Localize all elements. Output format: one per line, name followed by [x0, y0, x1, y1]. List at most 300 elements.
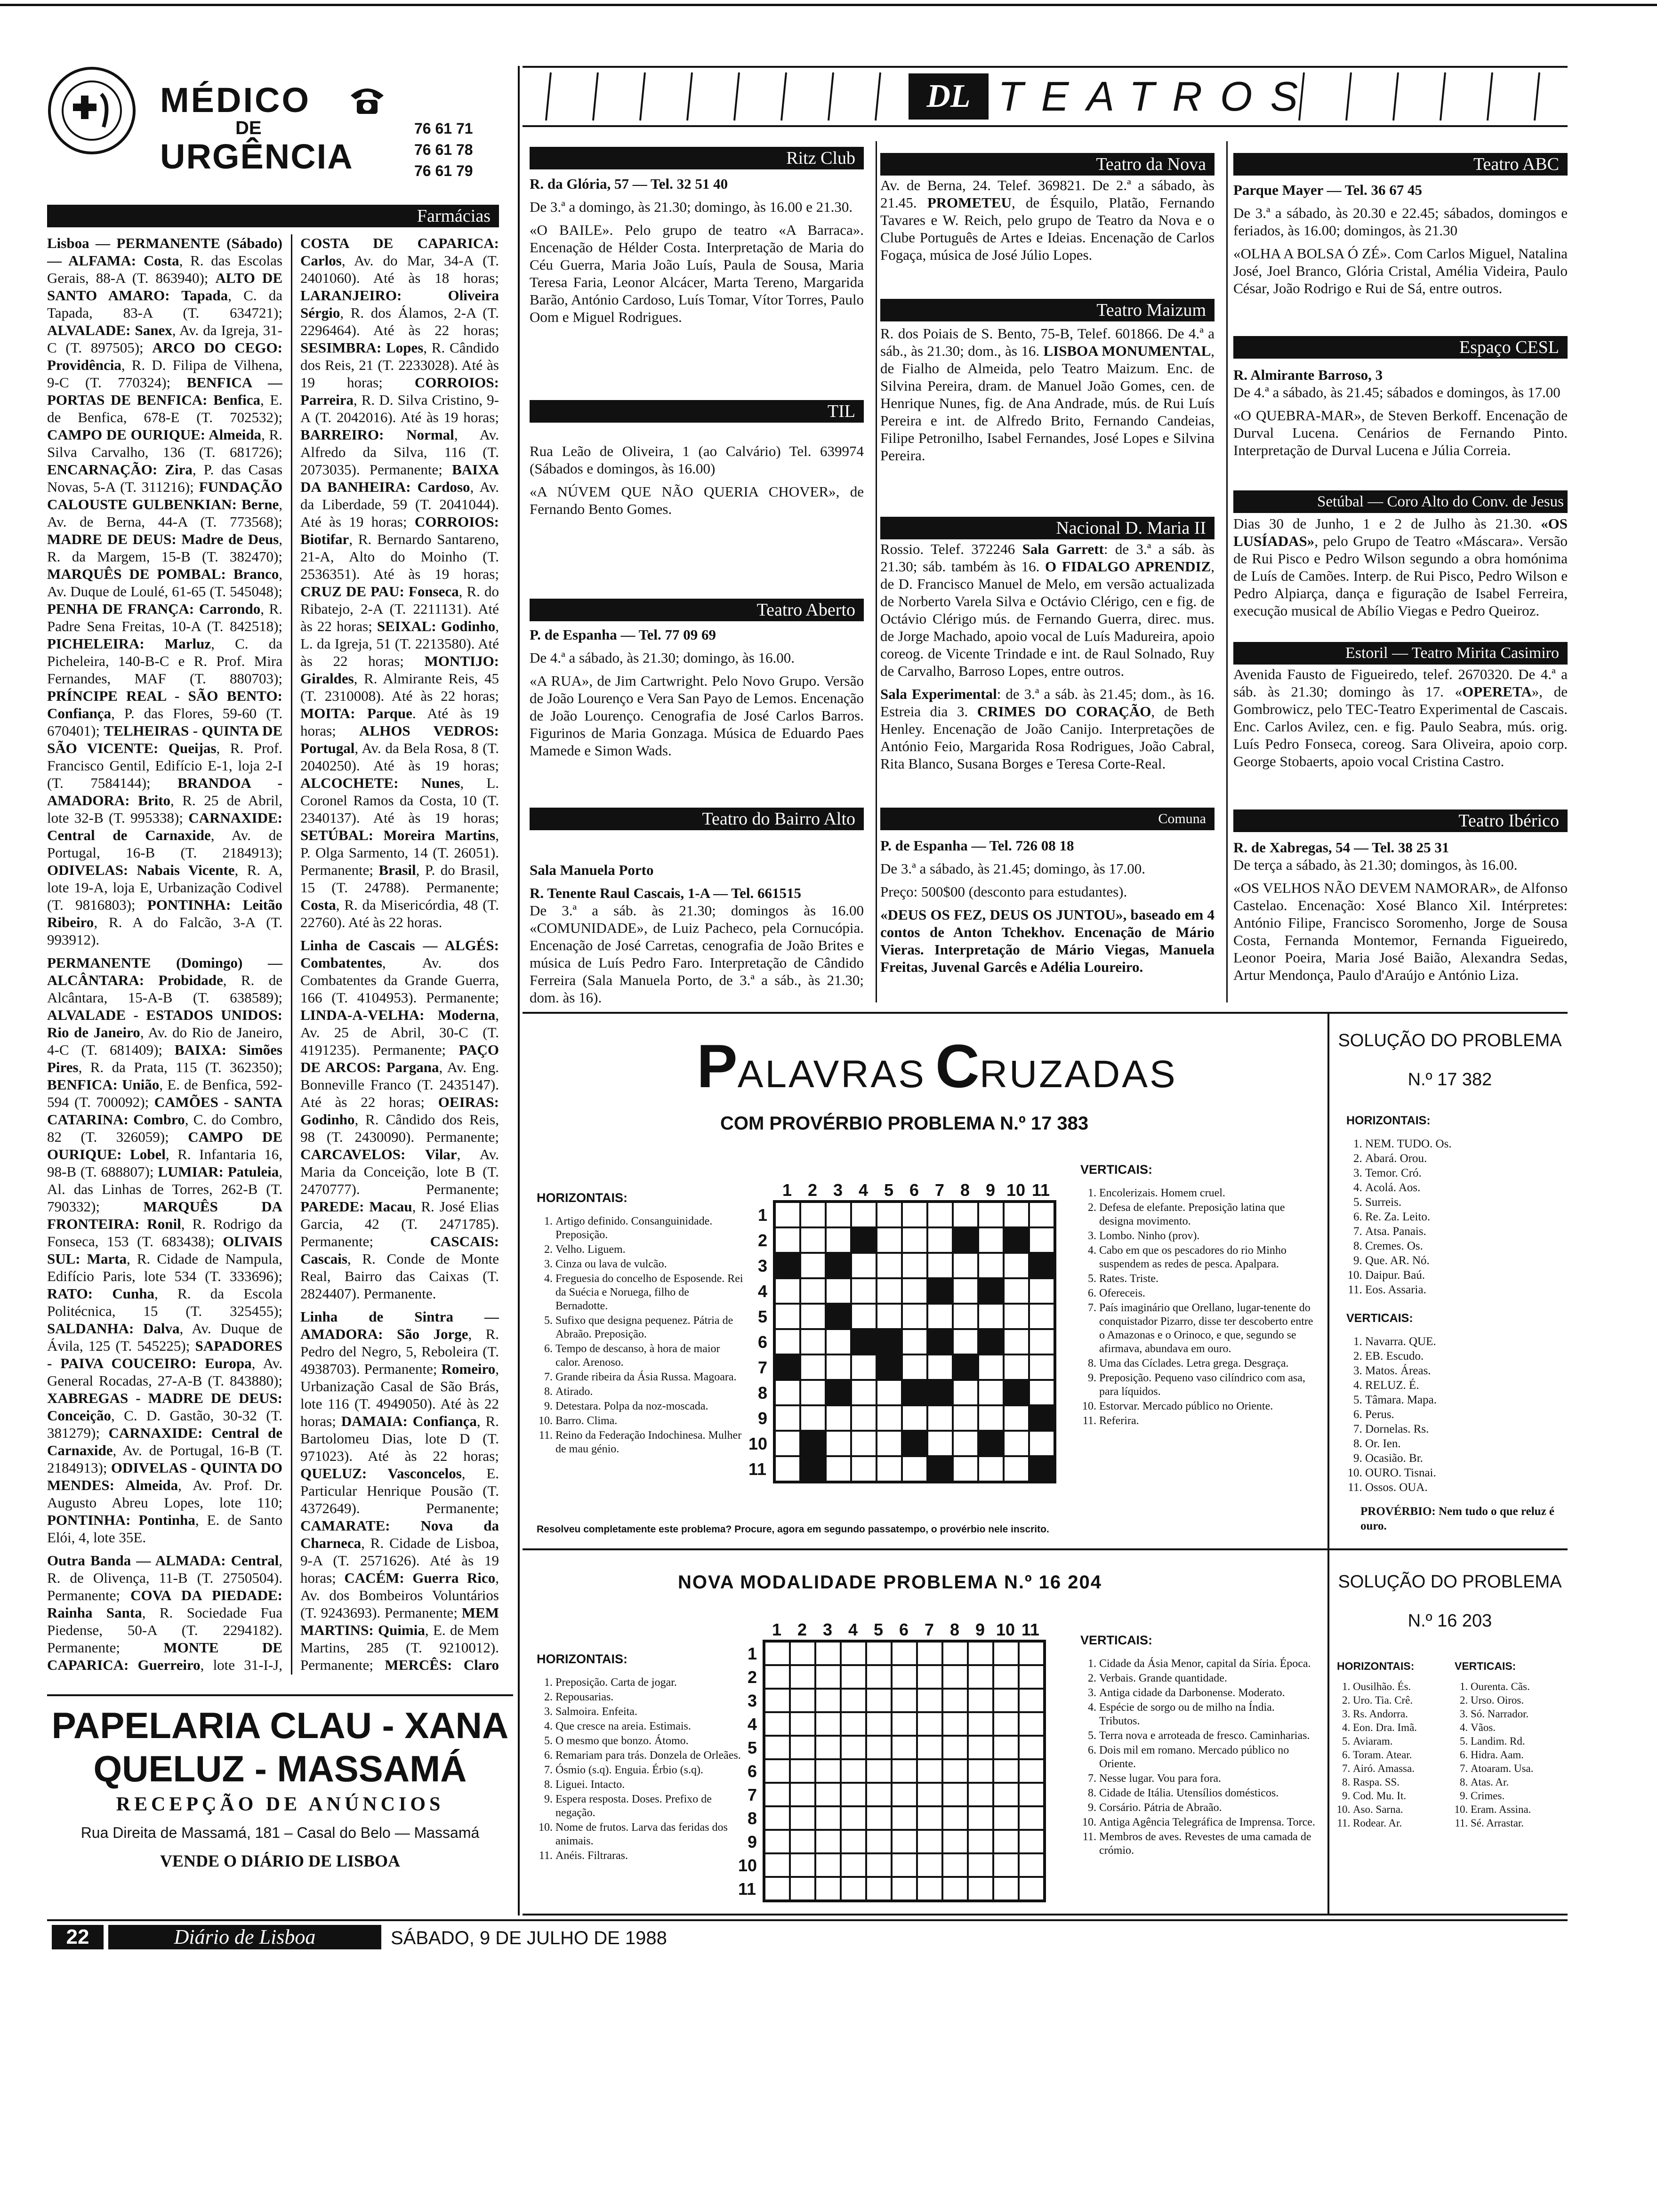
crossword-cell[interactable]	[1019, 1783, 1044, 1806]
crossword-cell[interactable]	[1019, 1806, 1044, 1830]
crossword-cell[interactable]	[942, 1853, 968, 1877]
crossword-cell[interactable]	[942, 1877, 968, 1900]
crossword-cell[interactable]	[764, 1853, 790, 1877]
crossword-cell[interactable]	[892, 1689, 917, 1712]
crossword-cell[interactable]	[978, 1202, 1004, 1227]
row-number: 4	[748, 1715, 757, 1734]
crossword-cell[interactable]	[841, 1806, 866, 1830]
crossword-cell[interactable]	[826, 1227, 851, 1253]
solution-vertical: 8. Atas. Ar.	[1471, 1775, 1563, 1789]
crossword-cell[interactable]	[902, 1354, 927, 1380]
crossword-cell[interactable]	[764, 1736, 790, 1759]
crossword-cell[interactable]	[942, 1736, 968, 1759]
crossword-cell[interactable]	[993, 1642, 1019, 1665]
row-number: 6	[758, 1332, 768, 1352]
clue-horizontal: 2. Repousarias.	[555, 1691, 744, 1704]
crossword-cell[interactable]	[993, 1736, 1019, 1759]
solution-2-number: N.º 16 203	[1408, 1611, 1492, 1631]
crossword-cell[interactable]	[902, 1253, 927, 1278]
crossword-cell[interactable]	[1019, 1830, 1044, 1853]
crossword-cell[interactable]	[790, 1642, 815, 1665]
clue-horizontal: 8. Liguei. Intacto.	[555, 1778, 744, 1792]
crossword-cell[interactable]	[917, 1853, 942, 1877]
crossword-cell[interactable]	[968, 1712, 993, 1736]
footer-date: SÁBADO, 9 DE JULHO DE 1988	[391, 1928, 667, 1948]
crossword-cell[interactable]	[851, 1405, 877, 1431]
solution-horizontal: 8. Cremes. Os.	[1365, 1239, 1563, 1253]
crossword-cell[interactable]	[764, 1759, 790, 1783]
solution-2-verticais-list	[1455, 1680, 1563, 1830]
ad-line-2: QUELUZ - MASSAMÁ	[93, 1748, 467, 1789]
farmacias-column-1	[47, 234, 282, 1675]
clue-horizontal: 4. Freguesia do concelho de Esposende. Rei da Suécia e Noruega, filho de Bernadotte.	[555, 1272, 744, 1313]
column-number: 7	[925, 1620, 934, 1639]
crossword-cell[interactable]	[851, 1354, 877, 1380]
crossword-cell[interactable]	[764, 1712, 790, 1736]
solution-horizontal: 11. Eos. Assaria.	[1365, 1282, 1563, 1297]
crossword-cell[interactable]	[953, 1456, 978, 1482]
crossword-cell[interactable]	[764, 1783, 790, 1806]
crossword-cell[interactable]	[815, 1853, 841, 1877]
crossword-cell[interactable]	[968, 1830, 993, 1853]
crossword-cell[interactable]	[764, 1689, 790, 1712]
crossword-cell[interactable]	[866, 1712, 892, 1736]
crossword-cell[interactable]	[866, 1806, 892, 1830]
crossword-cell[interactable]	[815, 1642, 841, 1665]
crossword-cell[interactable]	[978, 1354, 1004, 1380]
crossword-cell[interactable]	[953, 1431, 978, 1456]
crossword-cell[interactable]	[866, 1642, 892, 1665]
crossword-cell[interactable]	[917, 1665, 942, 1689]
crossword-cell[interactable]	[841, 1736, 866, 1759]
crossword-cell[interactable]	[968, 1689, 993, 1712]
crossword-cell[interactable]	[800, 1405, 826, 1431]
crossword-cell[interactable]	[993, 1830, 1019, 1853]
crossword-cell[interactable]	[942, 1783, 968, 1806]
crossword-cell[interactable]	[953, 1329, 978, 1354]
crossword-cell[interactable]	[942, 1806, 968, 1830]
crossword-cell[interactable]	[953, 1304, 978, 1329]
aberto-address: P. de Espanha — Tel. 77 09 69	[530, 626, 716, 643]
crossword-cell[interactable]	[851, 1253, 877, 1278]
crossword-cell[interactable]	[790, 1736, 815, 1759]
crossword-cell[interactable]	[902, 1456, 927, 1482]
crossword-black-cell	[1029, 1405, 1054, 1431]
crossword-cell[interactable]	[826, 1329, 851, 1354]
crossword-cell[interactable]	[790, 1759, 815, 1783]
clue-vertical: 3. Lombo. Ninho (prov).	[1099, 1229, 1316, 1243]
crossword-cell[interactable]	[815, 1783, 841, 1806]
crossword-cell[interactable]	[790, 1689, 815, 1712]
crossword-cell[interactable]	[851, 1202, 877, 1227]
row-number: 1	[758, 1205, 768, 1225]
crossword-cell[interactable]	[826, 1278, 851, 1304]
crossword-cell[interactable]	[841, 1689, 866, 1712]
crossword-cell[interactable]	[815, 1830, 841, 1853]
crossword-cell[interactable]	[1029, 1329, 1054, 1354]
crossword-cell[interactable]	[1019, 1877, 1044, 1900]
solution-horizontal: 6. Toram. Atear.	[1353, 1748, 1450, 1762]
clue-vertical: 9. Preposição. Pequeno vaso cilíndrico com asa, para líquidos.	[1099, 1371, 1316, 1399]
column-number: 6	[899, 1620, 909, 1639]
cesl-schedule: De 4.ª a sábado, às 21.45; sábados e domingos, às 17.00	[1233, 384, 1560, 401]
crossword-cell[interactable]	[953, 1253, 978, 1278]
crossword-cell[interactable]	[1004, 1304, 1029, 1329]
crossword-black-cell	[826, 1380, 851, 1405]
crossword-cell[interactable]	[866, 1736, 892, 1759]
crossword-cell[interactable]	[968, 1759, 993, 1783]
teatros-title: TEATROS	[998, 73, 1316, 120]
crossword-cell[interactable]	[1029, 1227, 1054, 1253]
crossword-cell[interactable]	[826, 1202, 851, 1227]
crossword-cell[interactable]	[902, 1329, 927, 1354]
crossword-cell[interactable]	[1004, 1202, 1029, 1227]
solution-horizontal: 4. Eon. Dra. Imã.	[1353, 1721, 1450, 1734]
crossword-cell[interactable]	[968, 1642, 993, 1665]
telephone-icon	[348, 84, 386, 117]
crossword-cell[interactable]	[978, 1304, 1004, 1329]
crossword-cell[interactable]	[877, 1304, 902, 1329]
crossword-cell[interactable]	[775, 1329, 800, 1354]
solution-horizontal: 4. Acolá. Aos.	[1365, 1180, 1563, 1195]
solution-1-number: N.º 17 382	[1408, 1070, 1492, 1090]
crossword-cell[interactable]	[917, 1712, 942, 1736]
crossword-cell[interactable]	[841, 1759, 866, 1783]
crossword-cell[interactable]	[1029, 1202, 1054, 1227]
crossword-cell[interactable]	[917, 1877, 942, 1900]
title-ruzadas: RUZADAS	[979, 1053, 1177, 1096]
crossword-cell[interactable]	[775, 1278, 800, 1304]
crossword-cell[interactable]	[775, 1431, 800, 1456]
crossword-cell[interactable]	[1004, 1405, 1029, 1431]
crossword-cell[interactable]	[993, 1689, 1019, 1712]
comuna-price: Preço: 500$00 (desconto para estudantes).	[880, 883, 1127, 900]
crossword-cell[interactable]	[815, 1665, 841, 1689]
crossword-cell[interactable]	[892, 1712, 917, 1736]
solution-vertical: 1. Navarra. QUE.	[1365, 1334, 1563, 1349]
til-body: «A NÚVEM QUE NÃO QUERIA CHOVER», de Fernando Bento Gomes.	[530, 483, 864, 517]
crossword-cell[interactable]	[978, 1456, 1004, 1482]
crossword-1-verticais-label: VERTICAIS:	[1080, 1162, 1153, 1177]
crossword-black-cell	[927, 1278, 953, 1304]
crossword-cell[interactable]	[978, 1253, 1004, 1278]
cesl-listing	[1233, 366, 1568, 507]
crossword-cell[interactable]	[775, 1405, 800, 1431]
crossword-cell[interactable]	[892, 1877, 917, 1900]
crossword-cell[interactable]	[841, 1665, 866, 1689]
crossword-cell[interactable]	[953, 1278, 978, 1304]
top-rule	[0, 4, 1657, 6]
crossword-cell[interactable]	[775, 1380, 800, 1405]
row-number: 10	[738, 1856, 757, 1875]
crossword-2-verticais-label: VERTICAIS:	[1080, 1633, 1153, 1647]
ritz-schedule: De 3.ª a domingo, às 21.30; domingo, às 16.00 e 21.30.	[530, 199, 853, 215]
crossword-black-cell	[775, 1354, 800, 1380]
crossword-cell[interactable]	[800, 1354, 826, 1380]
crossword-cell[interactable]	[942, 1689, 968, 1712]
crossword-cell[interactable]	[1004, 1329, 1029, 1354]
crossword-cell[interactable]	[1019, 1759, 1044, 1783]
crossword-cell[interactable]	[800, 1227, 826, 1253]
crossword-cell[interactable]	[775, 1456, 800, 1482]
crossword-cell[interactable]	[917, 1689, 942, 1712]
crossword-cell[interactable]	[826, 1456, 851, 1482]
crossword-cell[interactable]	[1019, 1853, 1044, 1877]
crossword-cell[interactable]	[968, 1877, 993, 1900]
crossword-cell[interactable]	[968, 1783, 993, 1806]
crossword-cell[interactable]	[851, 1380, 877, 1405]
crossword-cell[interactable]	[902, 1278, 927, 1304]
crossword-cell[interactable]	[902, 1405, 927, 1431]
crossword-cell[interactable]	[978, 1227, 1004, 1253]
crossword-cell[interactable]	[800, 1329, 826, 1354]
crossword-cell[interactable]	[917, 1736, 942, 1759]
crossword-cell[interactable]	[1004, 1253, 1029, 1278]
crossword-cell[interactable]	[902, 1304, 927, 1329]
column-number: 6	[909, 1180, 919, 1200]
crossword-2-grid[interactable]	[763, 1640, 1046, 1902]
crossword-cell[interactable]	[866, 1853, 892, 1877]
crossword-cell[interactable]	[866, 1665, 892, 1689]
crossword-cell[interactable]	[800, 1304, 826, 1329]
crossword-cell[interactable]	[927, 1431, 953, 1456]
crossword-cell[interactable]	[927, 1304, 953, 1329]
crossword-cell[interactable]	[968, 1736, 993, 1759]
crossword-cell[interactable]	[917, 1806, 942, 1830]
solution-vertical: 5. Landim. Rd.	[1471, 1734, 1563, 1748]
row-number: 8	[748, 1809, 757, 1828]
setubal-listing	[1233, 515, 1568, 633]
crossword-cell[interactable]	[917, 1783, 942, 1806]
clue-horizontal: 1. Preposição. Carta de jogar.	[555, 1676, 744, 1690]
crossword-black-cell	[953, 1227, 978, 1253]
crossword-cell[interactable]	[800, 1202, 826, 1227]
crossword-cell[interactable]	[892, 1783, 917, 1806]
crossword-cell[interactable]	[1029, 1354, 1054, 1380]
crossword-cell[interactable]	[927, 1227, 953, 1253]
crossword-cell[interactable]	[1019, 1712, 1044, 1736]
crossword-cell[interactable]	[815, 1759, 841, 1783]
crossword-cell[interactable]	[877, 1431, 902, 1456]
crossword-cell[interactable]	[1019, 1689, 1044, 1712]
crossword-cell[interactable]	[892, 1830, 917, 1853]
crossword-cell[interactable]	[764, 1642, 790, 1665]
crossword-1-grid-area	[748, 1180, 1069, 1491]
crossword-cell[interactable]	[790, 1830, 815, 1853]
column-number: 7	[935, 1180, 945, 1200]
crossword-cell[interactable]	[927, 1202, 953, 1227]
crossword-cell[interactable]	[927, 1253, 953, 1278]
solution-horizontal: 5. Surreis.	[1365, 1195, 1563, 1210]
crossword-cell[interactable]	[978, 1405, 1004, 1431]
crossword-cell[interactable]	[942, 1665, 968, 1689]
comuna-listing	[880, 837, 1215, 1006]
crossword-cell[interactable]	[841, 1853, 866, 1877]
crossword-cell[interactable]	[892, 1642, 917, 1665]
crossword-cell[interactable]	[815, 1712, 841, 1736]
crossword-cell[interactable]	[968, 1665, 993, 1689]
solution-horizontal: 2. Uro. Tia. Crê.	[1353, 1693, 1450, 1707]
bairro-body: De 3.ª a sáb. às 21.30; domingos às 16.00 «COMUNIDADE», de Luiz Pacheco, pela Cornucópia. Encenação de José Carretas, cenografia de João Brites e música de Luís Pedro Faro. Interpretação de Cândido Ferreira (Sala Manuela Porto, de 3.ª a sáb., às 21.30; dom. às 16).	[530, 902, 864, 1006]
clue-horizontal: 10. Nome de frutos. Larva das feridas dos animais.	[555, 1821, 744, 1848]
crossword-cell[interactable]	[866, 1689, 892, 1712]
column-number: 10	[996, 1620, 1015, 1639]
nova-bar: Teatro da Nova	[880, 153, 1215, 176]
crossword-cell[interactable]	[866, 1759, 892, 1783]
crossword-cell[interactable]	[764, 1877, 790, 1900]
solution-vertical: 1. Ourenta. Cãs.	[1471, 1680, 1563, 1693]
crossword-cell[interactable]	[892, 1736, 917, 1759]
crossword-black-cell	[953, 1354, 978, 1380]
crossword-cell[interactable]	[927, 1405, 953, 1431]
row-number: 9	[748, 1832, 757, 1851]
crossword-cell[interactable]	[826, 1354, 851, 1380]
crossword-cell[interactable]	[826, 1405, 851, 1431]
abc-schedule: De 3.ª a sábado, às 20.30 e 22.45; sábados, domingos e feriados, às 16.00; domingos, às 21.30	[1233, 205, 1568, 239]
crossword-cell[interactable]	[851, 1456, 877, 1482]
crossword-cell[interactable]	[851, 1278, 877, 1304]
crossword-cell[interactable]	[790, 1877, 815, 1900]
crossword-cell[interactable]	[1004, 1456, 1029, 1482]
crossword-cell[interactable]	[877, 1405, 902, 1431]
crossword-cell[interactable]	[942, 1712, 968, 1736]
crossword-cell[interactable]	[917, 1642, 942, 1665]
crossword-cell[interactable]	[790, 1853, 815, 1877]
crossword-cell[interactable]	[764, 1665, 790, 1689]
crossword-cell[interactable]	[800, 1278, 826, 1304]
crossword-cell[interactable]	[775, 1304, 800, 1329]
crossword-cell[interactable]	[892, 1853, 917, 1877]
crossword-cell[interactable]	[877, 1202, 902, 1227]
crossword-cell[interactable]	[851, 1431, 877, 1456]
row-number: 11	[748, 1459, 767, 1479]
farmacias-margem-sul: COSTA DE CAPARICA: Carlos, Av. do Mar, 34-A (T. 2401060). Até às 18 horas; LARANJEIRO: Oliveira Sérgio, R. dos Álamos, 2-A (T. 2296464). Até às 22 horas; SESIMBRA: Lopes, R. Cândido dos Reis, 21 (T. 2233028). Até às 19 horas; CORROIOS: Parreira, R. D. Silva Cristino, 9-A (T. 2042016). Até às 19 horas; BARREIRO: Normal, Av. Alfredo da Silva, 116 (T. 2073035). Permanente; BAIXA DA BANHEIRA: Cardoso, Av. da Liberdade, 59 (T. 2041044). Até às 19 horas; CORROIOS: Biotifar, R. Bernardo Santareno, 21-A, Alto do Moinho (T. 2536351). Até às 19 horas; CRUZ DE PAU: Fonseca, R. do Ribatejo, 2-A (T. 2211131). Até às 22 horas; SEIXAL: Godinho, L. da Igreja, 51 (T. 2213580). Até às 22 horas; MONTIJO: Giraldes, R. Almirante Reis, 45 (T. 2310008). Até às 22 horas; MOITA: Parque. Até às 19 horas; ALHOS VEDROS: Portugal, Av. da Bela Rosa, 8 (T. 2040250). Até às 19 horas; ALCOCHETE: Nunes, L. Coronel Ramos da Costa, 10 (T. 2340137). Até às 19 horas; SETÚBAL: Moreira Martins, P. Olga Sarmento, 14 (T. 26051). Permanente; Brasil, P. do Brasil, 15 (T. 24788). Permanente; Costa, R. da Misericórdia, 48 (T. 22760). Até às 22 horas.	[300, 235, 499, 930]
crossword-cell[interactable]	[877, 1253, 902, 1278]
crossword-cell[interactable]	[851, 1304, 877, 1329]
crossword-cell[interactable]	[775, 1227, 800, 1253]
crossword-cell[interactable]	[800, 1253, 826, 1278]
crossword-cell[interactable]	[892, 1806, 917, 1830]
crossword-cell[interactable]	[866, 1830, 892, 1853]
crossword-cell[interactable]	[841, 1783, 866, 1806]
crossword-cell[interactable]	[917, 1759, 942, 1783]
crossword-cell[interactable]	[790, 1806, 815, 1830]
medico-header	[47, 61, 499, 202]
crossword-cell[interactable]	[942, 1642, 968, 1665]
crossword-cell[interactable]	[841, 1830, 866, 1853]
crossword-cell[interactable]	[826, 1431, 851, 1456]
crossword-cell[interactable]	[892, 1759, 917, 1783]
row-number: 5	[748, 1738, 757, 1757]
crossword-cell[interactable]	[790, 1783, 815, 1806]
crossword-cell[interactable]	[1029, 1380, 1054, 1405]
crossword-cell[interactable]	[1019, 1736, 1044, 1759]
crossword-cell[interactable]	[942, 1830, 968, 1853]
crossword-cell[interactable]	[815, 1736, 841, 1759]
clue-horizontal: 2. Velho. Liguem.	[555, 1243, 744, 1257]
clue-vertical: 1. Encolerizais. Homem cruel.	[1099, 1186, 1316, 1200]
crossword-cell[interactable]	[1004, 1431, 1029, 1456]
crossword-cell[interactable]	[775, 1202, 800, 1227]
crossword-1-grid[interactable]	[773, 1200, 1056, 1483]
comuna-bar: Comuna	[880, 808, 1215, 830]
crossword-cell[interactable]	[764, 1830, 790, 1853]
crossword-cell[interactable]	[993, 1853, 1019, 1877]
crossword-black-cell	[775, 1253, 800, 1278]
crossword-cell[interactable]	[1029, 1304, 1054, 1329]
farmacias-divider	[291, 234, 292, 1675]
crossword-cell[interactable]	[927, 1354, 953, 1380]
crossword-cell[interactable]	[815, 1806, 841, 1830]
crossword-cell[interactable]	[993, 1665, 1019, 1689]
crossword-solution-divider	[1327, 1012, 1329, 1915]
crossword-cell[interactable]	[815, 1689, 841, 1712]
crossword-cell[interactable]	[1019, 1642, 1044, 1665]
crossword-cell[interactable]	[968, 1806, 993, 1830]
crossword-cell[interactable]	[953, 1380, 978, 1405]
crossword-cell[interactable]	[877, 1227, 902, 1253]
crossword-cell[interactable]	[800, 1380, 826, 1405]
crossword-cell[interactable]	[993, 1783, 1019, 1806]
crossword-cell[interactable]	[942, 1759, 968, 1783]
crossword-cell[interactable]	[953, 1405, 978, 1431]
crossword-cell[interactable]	[841, 1712, 866, 1736]
crossword-cell[interactable]	[1029, 1431, 1054, 1456]
crossword-cell[interactable]	[902, 1227, 927, 1253]
crossword-cell[interactable]	[866, 1783, 892, 1806]
crossword-cell[interactable]	[968, 1853, 993, 1877]
crossword-2-horizontais	[537, 1652, 744, 1906]
crossword-black-cell	[978, 1329, 1004, 1354]
crossword-cell[interactable]	[953, 1202, 978, 1227]
crossword-cell[interactable]	[892, 1665, 917, 1689]
crossword-cell[interactable]	[841, 1642, 866, 1665]
crossword-cell[interactable]	[902, 1202, 927, 1227]
crossword-black-cell	[1004, 1227, 1029, 1253]
crossword-cell[interactable]	[993, 1712, 1019, 1736]
crossword-cell[interactable]	[1029, 1278, 1054, 1304]
clue-horizontal: 6. Tempo de descanso, à hora de maior calor. Arenoso.	[555, 1342, 744, 1370]
crossword-cell[interactable]	[790, 1665, 815, 1689]
clue-vertical: 10. Estorvar. Mercado público no Oriente.	[1099, 1400, 1316, 1413]
crossword-cell[interactable]	[790, 1712, 815, 1736]
crossword-cell[interactable]	[978, 1380, 1004, 1405]
crossword-black-cell	[851, 1329, 877, 1354]
solution-horizontal: 7. Atsa. Panais.	[1365, 1224, 1563, 1239]
bairro-bar: Teatro do Bairro Alto	[530, 808, 864, 830]
crossword-cell[interactable]	[764, 1806, 790, 1830]
column-number: 11	[1022, 1620, 1040, 1639]
crossword-cell[interactable]	[1004, 1278, 1029, 1304]
aberto-body: «A RUA», de Jim Cartwright. Pelo Novo Grupo. Versão de João Lourenço e Vera San Payo de Lemos. Encenação de João Lourenço. Cenografia de José Carlos Barros. Figurinos de Maria Gonzaga. Música de Eduardo Paes Mamede e Simon Wads.	[530, 673, 864, 759]
crossword-cell[interactable]	[1004, 1354, 1029, 1380]
crossword-cell[interactable]	[993, 1806, 1019, 1830]
crossword-cell[interactable]	[877, 1380, 902, 1405]
crossword-cell[interactable]	[993, 1877, 1019, 1900]
crossword-cell[interactable]	[815, 1877, 841, 1900]
crossword-cell[interactable]	[866, 1877, 892, 1900]
crossword-cell[interactable]	[1019, 1665, 1044, 1689]
crossword-cell[interactable]	[877, 1456, 902, 1482]
crossword-cell[interactable]	[877, 1278, 902, 1304]
solution-1-title: SOLUÇÃO DO PROBLEMA	[1338, 1031, 1562, 1050]
crossword-2-verticais	[1080, 1633, 1316, 1911]
crossword-cell[interactable]	[917, 1830, 942, 1853]
crossword-cell[interactable]	[841, 1877, 866, 1900]
crossword-cell[interactable]	[993, 1759, 1019, 1783]
row-number: 2	[748, 1667, 757, 1687]
column-number: 4	[848, 1620, 858, 1639]
